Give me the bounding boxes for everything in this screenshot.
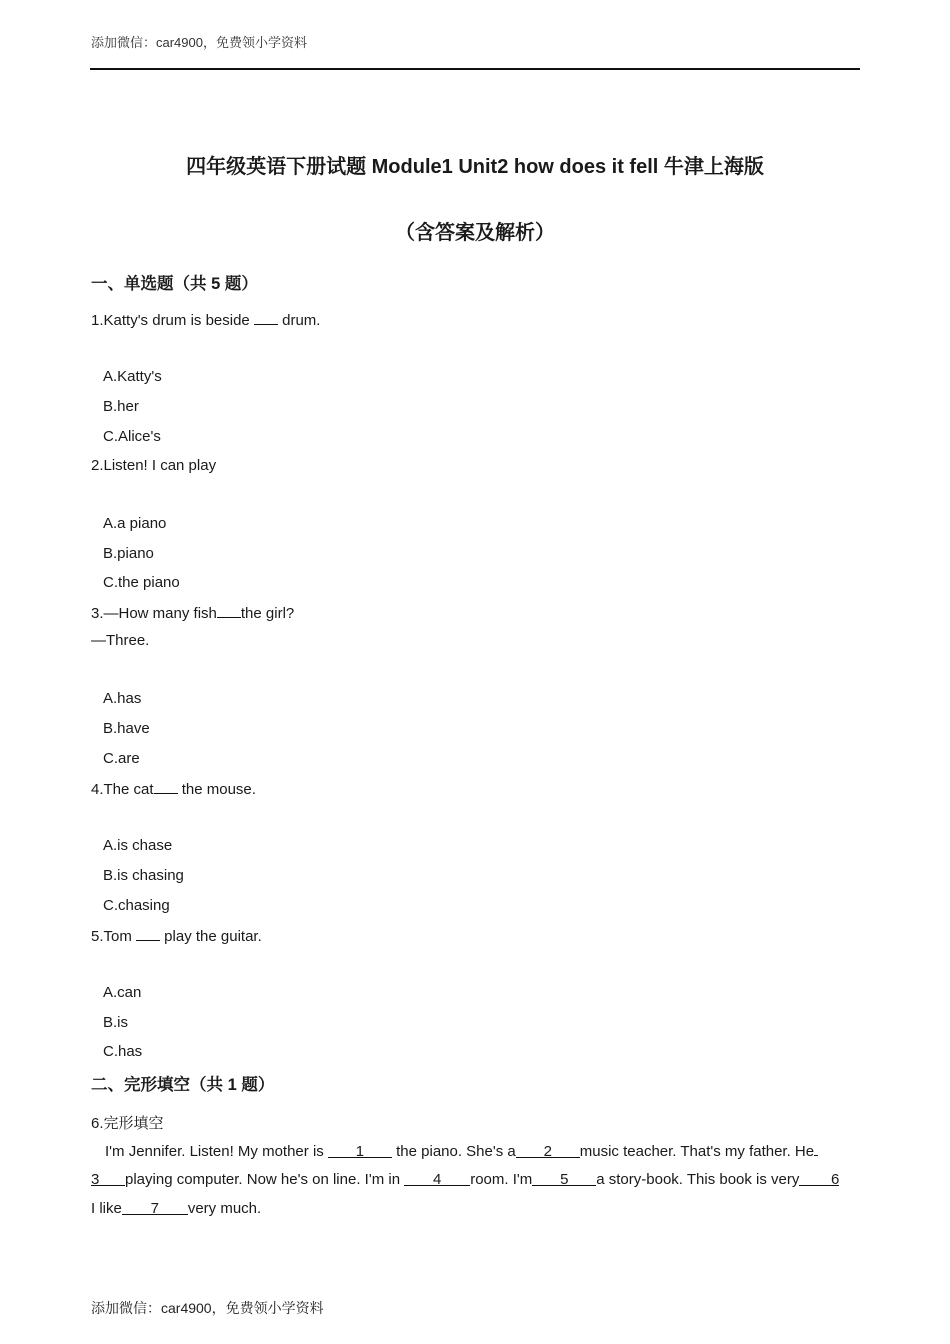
cloze-text: very much. <box>187 1200 262 1217</box>
section-heading-cloze: 二、完形填空（共 1 题） <box>91 1076 275 1094</box>
cloze-blank-3: 3 <box>91 1171 125 1186</box>
page-title: 四年级英语下册试题 Module1 Unit2 how does it fell 牛津上海版 <box>186 156 764 178</box>
question-2-option-c: C.the piano <box>103 574 180 591</box>
cloze-blank-5: 5 <box>532 1171 596 1186</box>
answer-blank <box>217 603 241 618</box>
footer-note: 添加微信：car4900，免费领小学资料 <box>91 1300 324 1316</box>
question-3-response: —Three. <box>91 632 150 649</box>
question-3-option-c: C.are <box>103 750 140 767</box>
question-1-option-c: C.Alice's <box>103 428 161 445</box>
answer-blank <box>254 310 278 325</box>
question-4-option-b: B.is chasing <box>103 867 184 884</box>
question-5-option-a: A.can <box>103 984 142 1001</box>
cloze-blank-1: 1 <box>328 1143 392 1158</box>
cloze-blank-3-start <box>814 1141 818 1156</box>
answer-blank <box>154 779 178 794</box>
cloze-text: playing computer. Now he's on line. I'm in <box>125 1171 405 1188</box>
question-1-stem <box>91 310 320 329</box>
cloze-text: I like <box>91 1200 122 1217</box>
cloze-text: a story-book. This book is very <box>596 1171 800 1188</box>
question-4-text-b: the mouse. <box>177 781 256 798</box>
cloze-blank-4: 4 <box>404 1171 470 1186</box>
header-note: 添加微信：car4900，免费领小学资料 <box>91 35 307 50</box>
question-5-option-c: C.has <box>103 1043 143 1060</box>
question-3-option-a: A.has <box>103 690 142 707</box>
cloze-blank-6: 6 <box>799 1171 839 1186</box>
answer-blank <box>136 926 160 941</box>
question-2-option-b: B.piano <box>103 545 154 562</box>
cloze-text: music teacher. That's my father. He <box>579 1143 815 1160</box>
question-5-stem <box>91 926 262 945</box>
question-2-stem: 2.Listen! I can play <box>91 457 217 474</box>
cloze-line-2 <box>91 1171 861 1188</box>
question-6-label: 6.完形填空 <box>91 1115 164 1132</box>
question-5-option-b: B.is <box>103 1014 129 1031</box>
question-3-text-b: the girl? <box>240 605 295 622</box>
question-1-option-a: A.Katty's <box>103 368 162 385</box>
header-divider <box>90 68 860 70</box>
cloze-blank-2: 2 <box>516 1143 580 1158</box>
question-2-option-a: A.a piano <box>103 515 167 532</box>
question-3-option-b: B.have <box>103 720 150 737</box>
section-heading-single-choice: 一、单选题（共 5 题） <box>91 275 258 293</box>
question-1-text-a: 1.Katty's drum is beside <box>91 312 254 329</box>
question-4-option-c: C.chasing <box>103 897 170 914</box>
question-5-text-b: play the guitar. <box>160 928 262 945</box>
cloze-text: the piano. She's a <box>391 1143 516 1160</box>
question-4-stem <box>91 779 256 798</box>
question-1-text-b: drum. <box>277 312 321 329</box>
question-3-stem <box>91 603 294 622</box>
cloze-text: room. I'm <box>470 1171 533 1188</box>
question-5-text-a: 5.Tom <box>91 928 137 945</box>
cloze-line-1 <box>105 1141 875 1160</box>
question-4-option-a: A.is chase <box>103 837 173 854</box>
question-3-text-a: 3.—How many fish <box>91 605 217 622</box>
cloze-line-3 <box>91 1200 861 1217</box>
cloze-text: I'm Jennifer. Listen! My mother is <box>105 1143 328 1160</box>
cloze-blank-7: 7 <box>122 1200 188 1215</box>
page-subtitle: （含答案及解析） <box>395 222 555 244</box>
question-1-option-b: B.her <box>103 398 139 415</box>
question-4-text-a: 4.The cat <box>91 781 154 798</box>
